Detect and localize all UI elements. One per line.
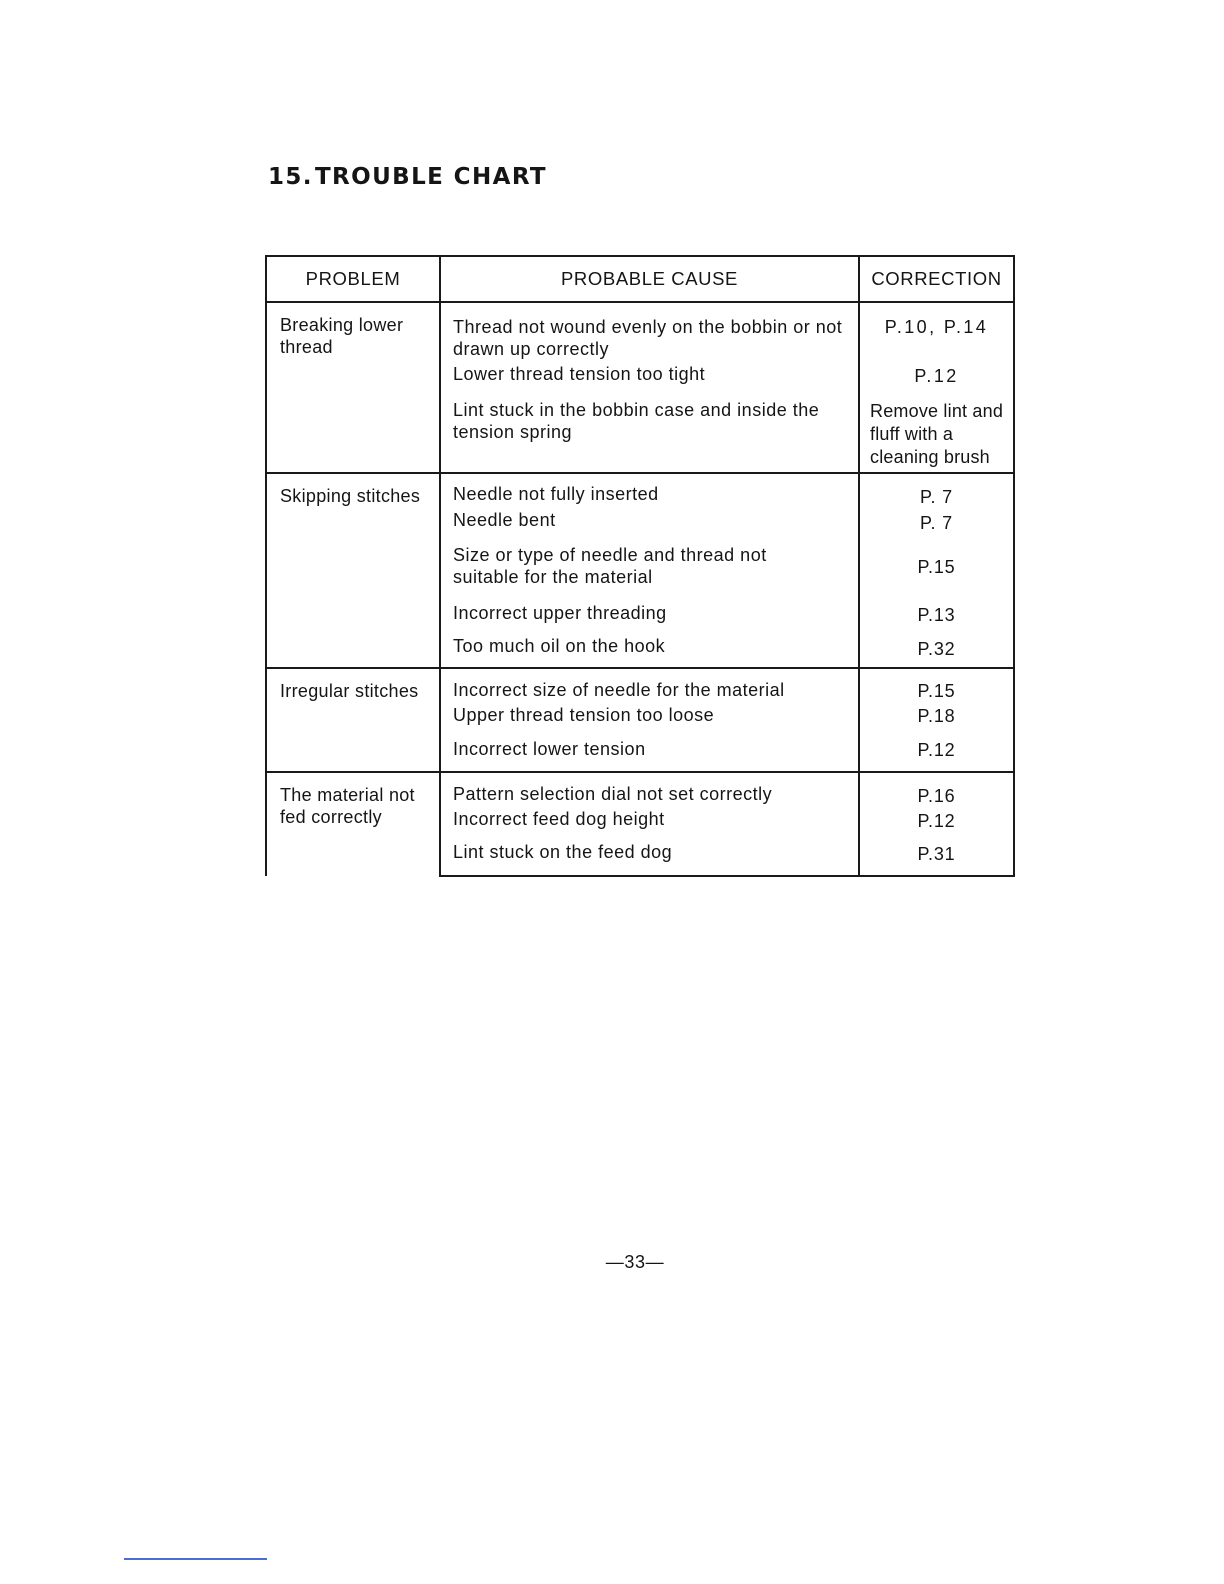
correction-cell <box>859 302 1014 363</box>
cause-text: Incorrect size of needle for the material <box>453 680 785 700</box>
scan-edge-line <box>124 1558 267 1560</box>
problem-cell: Irregular stitches <box>266 668 440 772</box>
problem-cell: The material not fed correctly <box>266 772 440 876</box>
problem-cell: Skipping stitches <box>266 473 440 668</box>
cause-text: Needle bent <box>453 510 556 530</box>
table-header-row <box>266 256 1014 302</box>
correction-text: P. 7 <box>920 487 953 507</box>
cause-cell <box>440 396 859 473</box>
page-title <box>268 164 547 190</box>
correction-cell <box>859 840 1014 876</box>
correction-cell <box>859 772 1014 807</box>
correction-text: P.15 <box>917 557 956 577</box>
cause-text: Too much oil on the hook <box>453 636 666 656</box>
cause-text: Lint stuck in the bobbin case and inside the tension spring <box>453 400 820 442</box>
correction-text: Remove lint and fluff with a cleaning brush <box>870 401 1004 467</box>
correction-cell <box>859 363 1014 396</box>
cause-text: Size or type of needle and thread not suitable for the material <box>453 545 767 587</box>
cause-cell <box>440 737 859 772</box>
cause-text: Lower thread tension too tight <box>453 364 706 384</box>
correction-cell <box>859 473 1014 508</box>
correction-text: P.16 <box>917 786 956 806</box>
correction-cell <box>859 703 1014 737</box>
correction-cell <box>859 668 1014 703</box>
cause-cell <box>440 302 859 363</box>
correction-cell <box>859 633 1014 668</box>
correction-cell <box>859 508 1014 542</box>
cause-cell <box>440 633 859 668</box>
correction-text: P.15 <box>917 681 956 701</box>
correction-text: P.10, P.14 <box>884 317 989 337</box>
cause-text: Thread not wound evenly on the bobbin or not drawn up correctly <box>453 317 843 359</box>
correction-text: P.13 <box>917 605 956 625</box>
cause-cell <box>440 840 859 876</box>
cause-cell <box>440 542 859 600</box>
cause-text: Incorrect upper threading <box>453 603 667 623</box>
correction-cell <box>859 807 1014 840</box>
cause-cell <box>440 772 859 807</box>
section-title: TROUBLE CHART <box>314 164 547 190</box>
correction-text: P.12 <box>917 740 956 760</box>
correction-cell <box>859 737 1014 772</box>
cause-text: Lint stuck on the feed dog <box>453 842 673 862</box>
trouble-chart-table <box>265 255 1015 877</box>
cause-text: Pattern selection dial not set correctly <box>453 784 773 804</box>
cause-text: Incorrect feed dog height <box>453 809 665 829</box>
cause-cell <box>440 807 859 840</box>
correction-text: P. 7 <box>920 513 953 533</box>
table-row <box>266 668 1014 703</box>
correction-text: P.32 <box>917 639 956 659</box>
cause-cell <box>440 600 859 633</box>
cause-cell <box>440 703 859 737</box>
correction-text: P.31 <box>917 844 956 864</box>
correction-text: P.12 <box>914 366 959 386</box>
correction-text: P.12 <box>917 811 956 831</box>
table-row <box>266 772 1014 807</box>
section-number: 15. <box>268 164 313 190</box>
page-number: —33— <box>605 1252 665 1272</box>
table-row <box>266 473 1014 508</box>
cause-cell <box>440 668 859 703</box>
cause-text: Incorrect lower tension <box>453 739 646 759</box>
correction-cell <box>859 542 1014 600</box>
column-header-probable-cause: PROBABLE CAUSE <box>440 256 859 302</box>
column-header-problem: PROBLEM <box>266 256 440 302</box>
cause-cell <box>440 363 859 396</box>
column-header-correction: CORRECTION <box>859 256 1014 302</box>
correction-text: P.18 <box>917 706 956 726</box>
table-row <box>266 302 1014 363</box>
cause-cell <box>440 473 859 508</box>
cause-text: Needle not fully inserted <box>453 484 659 504</box>
cause-text: Upper thread tension too loose <box>453 705 715 725</box>
correction-cell <box>859 396 1014 473</box>
cause-cell <box>440 508 859 542</box>
correction-cell <box>859 600 1014 633</box>
problem-cell: Breaking lower thread <box>266 302 440 473</box>
